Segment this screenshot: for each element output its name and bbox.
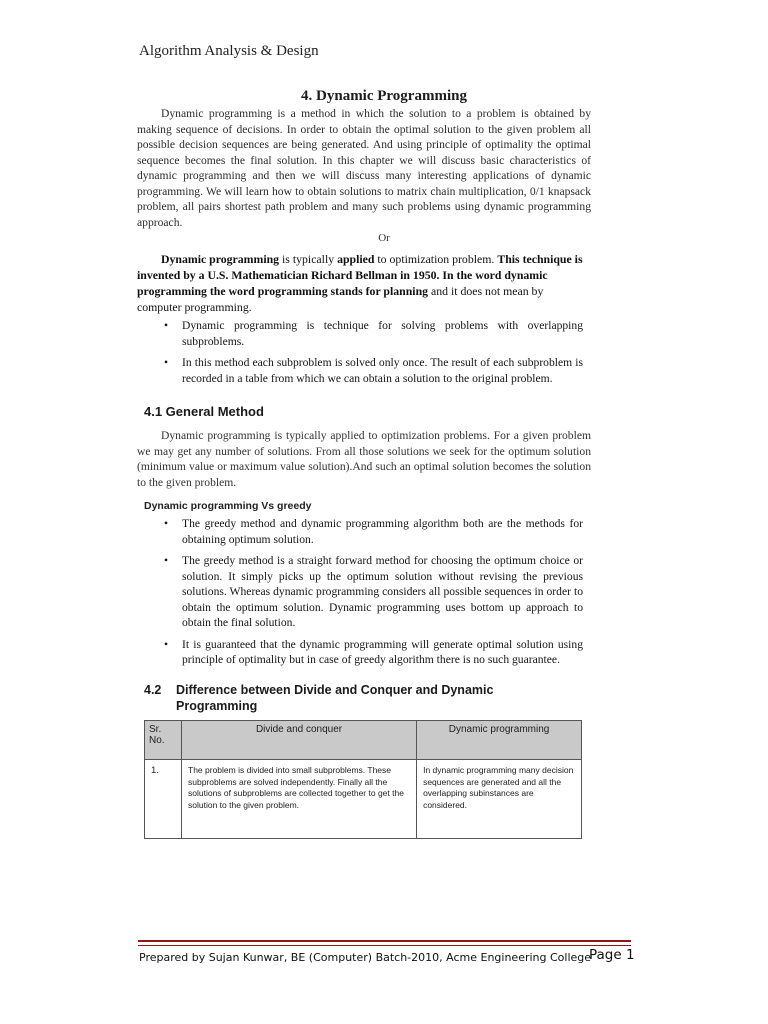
- bullet-icon: •: [164, 319, 169, 332]
- general-method-paragraph: Dynamic programming is typically applied to optimization problems. For a given problem we may get any number of solutions. From all those solutions we seek for the optimum solution (minimum value or maximum value solution).And such an optimal solution becomes the solution to the given problem.: [137, 429, 591, 489]
- list-item: [162, 318, 583, 349]
- column-header-dynamic-programming: Dynamic programming: [417, 721, 582, 760]
- heading-text: Difference between Divide and Conquer and Dynamic: [176, 683, 494, 697]
- list-item: [162, 516, 583, 547]
- list-item: [162, 637, 583, 668]
- text-run: Dynamic programming: [161, 252, 280, 266]
- bullet-list-overview: [162, 318, 583, 392]
- or-separator: Or: [378, 232, 390, 244]
- text-run: to optimization problem.: [374, 252, 498, 266]
- heading-line: [144, 682, 493, 698]
- bullet-icon: •: [164, 356, 169, 369]
- table-row: [145, 760, 582, 839]
- intro-paragraph: Dynamic programming is a method in which the solution to a problem is obtained by making sequence of decisions. In order to obtain the optimal solution to the given problem all possible decision sequences are being generated. And using principle of optimality the optimal sequence becomes the final solution. In this chapter we will discuss basic characteristics of dynamic programming and then we will discuss many interesting applications of dynamic programming. We will learn how to obtain solutions to matrix chain multiplication, 0/1 knapsack problem, all pairs shortest path problem and many such problems using dynamic programming approach.: [137, 107, 591, 229]
- bullet-list-dp-vs-greedy: [162, 516, 583, 674]
- bullet-icon: •: [164, 637, 169, 651]
- table-cell-divide-and-conquer: The problem is divided into small subproblems. These subproblems are solved independently. Finally all the solutions of subproblems are collected together to get the solution to the given problem.: [182, 760, 417, 839]
- text-run: is typically: [279, 252, 338, 266]
- table-cell-dynamic-programming: In dynamic programming many decision sequences are generated and all the overlapping subinstances are considered.: [417, 760, 582, 839]
- list-item-text: In this method each subproblem is solved only once. The result of each subproblem is recorded in a table from which we can obtain a solution to the original problem.: [182, 356, 583, 385]
- footer-text: Prepared by Sujan Kunwar, BE (Computer) Batch-2010, Acme Engineering College: [139, 951, 592, 964]
- definition-paragraph: [137, 251, 589, 315]
- heading-line: Programming: [176, 699, 258, 713]
- bullet-icon: •: [164, 517, 169, 530]
- section-heading-difference: [144, 682, 493, 714]
- list-item: [162, 355, 583, 386]
- bullet-icon: •: [164, 554, 169, 567]
- page-number: Page 1: [589, 947, 635, 963]
- list-item-text: The greedy method is a straight forward method for choosing the optimum choice or solution. It simply picks up the optimum solution without revising the previous solutions. Whereas dynamic programming considers all possible sequences in order to obtain the optimum solution. Dynamic programming uses bottom up approach to obtain the final solution.: [182, 554, 583, 629]
- list-item: [162, 553, 583, 631]
- footer-rule: [138, 945, 631, 946]
- section-number: 4.2: [144, 683, 162, 697]
- running-head: Algorithm Analysis & Design: [139, 43, 319, 59]
- section-heading-general-method: 4.1 General Method: [144, 404, 264, 419]
- list-item-text: The greedy method and dynamic programming algorithm both are the methods for obtaining optimum solution.: [182, 517, 583, 546]
- column-header-sr-no: Sr. No.: [145, 721, 182, 760]
- chapter-title: 4. Dynamic Programming: [301, 88, 467, 104]
- list-item-text: It is guaranteed that the dynamic programming will generate optimal solution using principle of optimality but in case of greedy algorithm there is no such guarantee.: [182, 637, 583, 666]
- list-item-text: Dynamic programming is technique for solving problems with overlapping subproblems.: [182, 319, 583, 348]
- comparison-table: [144, 720, 582, 839]
- subheading-dp-vs-greedy: Dynamic programming Vs greedy: [144, 500, 312, 512]
- text-run: This technique is invented by a U.S. Mathematician Richard Bellman in 1950. In the word dynamic programming the word programming stands for planning: [137, 252, 583, 298]
- footer-rule: [138, 940, 631, 942]
- table-cell-sr: 1.: [145, 760, 182, 839]
- column-header-divide-and-conquer: Divide and conquer: [182, 721, 417, 760]
- text-run: applied: [337, 252, 375, 266]
- text-run: and it does not mean by computer programming.: [137, 284, 544, 314]
- table-header-row: [145, 721, 582, 760]
